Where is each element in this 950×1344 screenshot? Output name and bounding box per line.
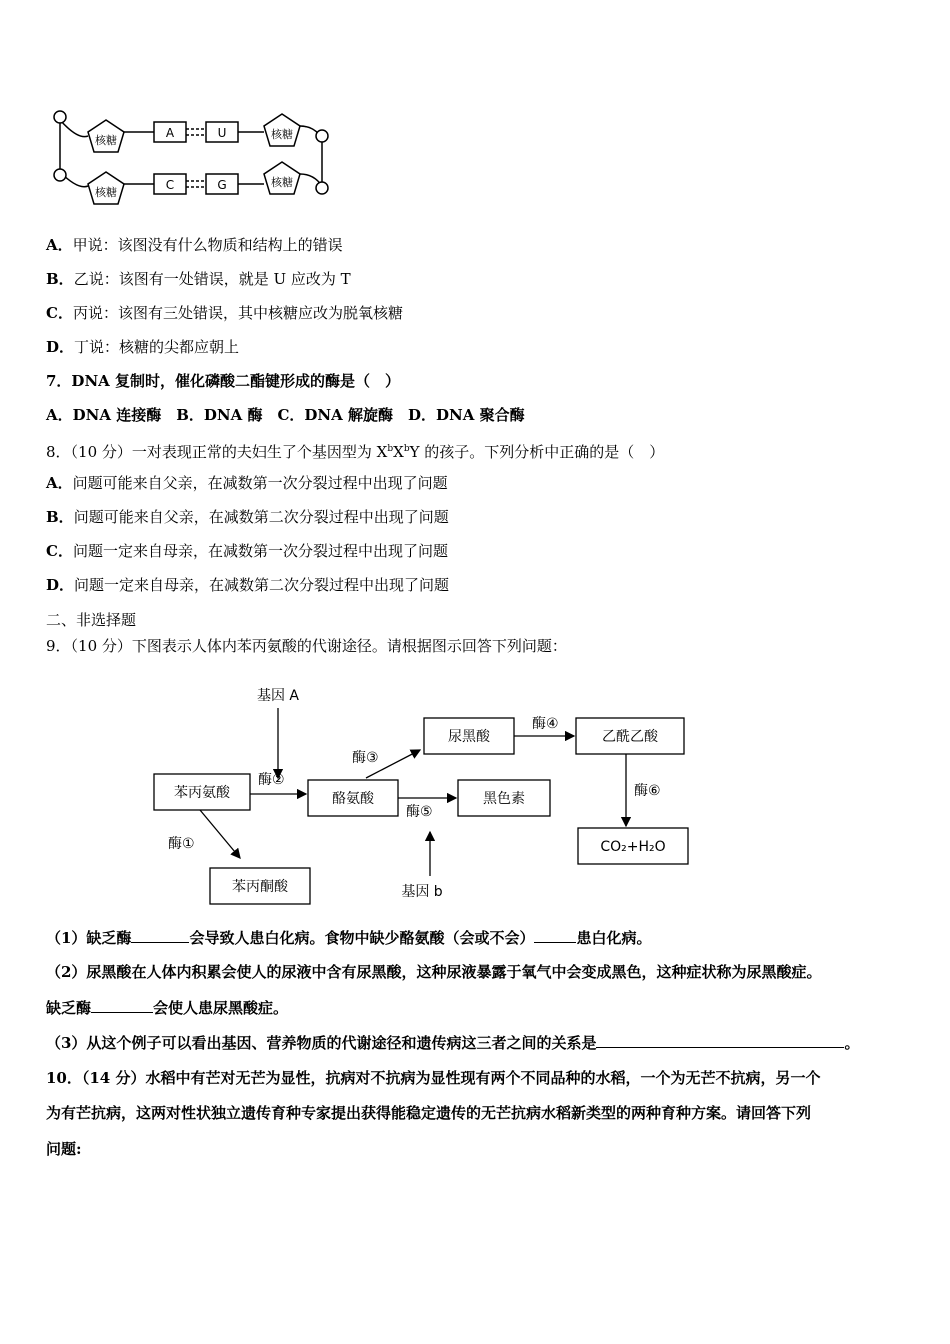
svg-text:苯丙酮酸: 苯丙酮酸 [232, 879, 288, 895]
q6-option-a: A．甲说：该图没有什么物质和结构上的错误 [46, 236, 343, 254]
svg-text:G: G [217, 178, 227, 192]
ribose-pentagon [88, 172, 124, 204]
q8-option-a: A．问题可能来自父亲，在减数第一次分裂过程中出现了问题 [46, 474, 448, 492]
q9-sub3: （3）从这个例子可以看出基因、营养物质的代谢途径和遗传病这三者之间的关系是 。 [46, 1034, 860, 1052]
svg-text:核糖: 核糖 [271, 128, 293, 141]
svg-text:乙酰乙酸: 乙酰乙酸 [602, 729, 658, 745]
q8-option-c: C．问题一定来自母亲，在减数第一次分裂过程中出现了问题 [46, 542, 448, 560]
q8-option-b: B．问题可能来自父亲，在减数第二次分裂过程中出现了问题 [46, 508, 449, 526]
gene-b-label: 基因 b [401, 884, 443, 900]
phenylalanine-metabolism-diagram [140, 678, 700, 908]
q9-sub2-line2: 缺乏酶 会使人患尿黑酸症。 [46, 999, 289, 1017]
ribose-pentagon [88, 120, 124, 152]
gene-a-label: 基因 A [256, 688, 300, 704]
ribose-pentagon [264, 162, 300, 194]
svg-text:A: A [165, 126, 175, 140]
q9-stem: 9．（10 分）下图表示人体内苯丙氨酸的代谢途径。请根据图示回答下列问题： [46, 637, 567, 655]
section-heading: 二、非选择题 [46, 611, 137, 629]
enzyme-1-label: 酶① [168, 836, 195, 852]
q7-options: A．DNA 连接酶 B．DNA 酶 C．DNA 解旋酶 D．DNA 聚合酶 [46, 406, 525, 424]
q10-line1: 10．（14 分）水稻中有芒对无芒为显性，抗病对不抗病为显性现有两个不同品种的水稻，一个为无芒不抗病，另一个 [46, 1069, 821, 1087]
phosphate-circle [54, 169, 66, 181]
svg-text:C: C [165, 178, 175, 192]
svg-text:黑色素: 黑色素 [483, 791, 525, 807]
q6-option-c: C．丙说：该图有三处错误，其中核糖应改为脱氧核糖 [46, 304, 403, 322]
q10-line3: 问题: [46, 1140, 82, 1158]
q9-sub1: （1）缺乏酶 会导致人患白化病。食物中缺少酪氨酸（会或不会） 患白化病。 [46, 929, 652, 947]
svg-text:CO₂+H₂O: CO₂+H₂O [600, 839, 666, 855]
q8-stem: 8．（10 分）一对表现正常的夫妇生了个基因型为 $X^bX^bY$ 的孩子。下列分析中正确的是（ ） [46, 443, 665, 461]
rna-structure-figure [48, 100, 338, 210]
svg-text:尿黑酸: 尿黑酸 [448, 729, 490, 745]
enzyme-6-label: 酶⑥ [634, 783, 661, 799]
phosphate-circle [316, 130, 328, 142]
enzyme-2-label: 酶② [258, 772, 285, 788]
q9-sub2-line1: （2）尿黑酸在人体内积累会使人的尿液中含有尿黑酸，这种尿液暴露于氧气中会变成黑色，这种症状称为尿黑酸症。 [46, 963, 822, 981]
phosphate-circle [54, 111, 66, 123]
phosphate-circle [316, 182, 328, 194]
enzyme-5-label: 酶⑤ [406, 804, 433, 820]
svg-text:核糖: 核糖 [95, 134, 117, 147]
ribose-pentagon [264, 114, 300, 146]
svg-text:苯丙氨酸: 苯丙氨酸 [174, 785, 230, 801]
q10-line2: 为有芒抗病，这两对性状独立遗传育种专家提出获得能稳定遗传的无芒抗病水稻新类型的两种育种方案。请回答下列 [46, 1104, 812, 1122]
svg-text:U: U [217, 126, 227, 140]
enzyme-3-label: 酶③ [352, 750, 379, 766]
svg-text:酪氨酸: 酪氨酸 [332, 791, 374, 807]
enzyme-4-label: 酶④ [532, 716, 559, 732]
svg-text:核糖: 核糖 [271, 176, 293, 189]
q6-option-b: B．乙说：该图有一处错误，就是 U 应改为 T [46, 270, 351, 288]
q8-option-d: D．问题一定来自母亲，在减数第二次分裂过程中出现了问题 [46, 576, 450, 594]
q7-stem: 7．DNA 复制时，催化磷酸二酯键形成的酶是（ ） [46, 372, 401, 390]
q6-option-d: D．丁说：核糖的尖都应朝上 [46, 338, 240, 356]
svg-text:核糖: 核糖 [95, 186, 117, 199]
